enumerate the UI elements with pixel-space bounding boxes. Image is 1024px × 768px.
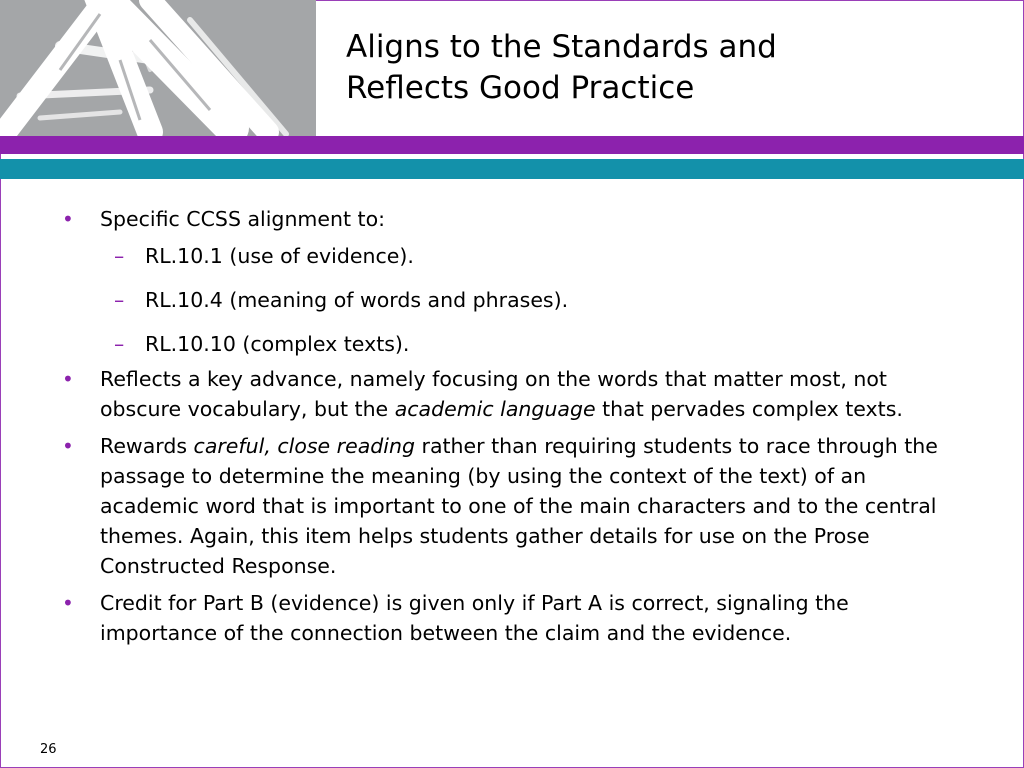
- dash-marker: –: [114, 288, 125, 312]
- bullet-marker: •: [62, 434, 74, 458]
- dash-marker: –: [114, 332, 125, 356]
- dash-marker: –: [114, 244, 125, 268]
- bullet-item: [62, 364, 952, 424]
- sub-bullet-item: [62, 241, 952, 271]
- slide-title: [346, 27, 986, 109]
- bullet-text: Specific CCSS alignment to:: [100, 207, 386, 231]
- logo: [0, 0, 316, 136]
- bullet-text: Credit for Part B (evidence) is given only if Part A is correct, signaling the importance of the connection between the claim and the evidence.: [100, 591, 849, 645]
- title-line-1: Aligns to the Standards and: [346, 29, 777, 65]
- bullet-text: [100, 434, 938, 578]
- bullet-emphasis: careful, close reading: [193, 434, 415, 458]
- sub-bullet-text: RL.10.10 (complex texts).: [145, 332, 410, 356]
- bullet-item: [62, 204, 952, 234]
- bullet-text: [100, 367, 903, 421]
- bullet-item: [62, 431, 952, 581]
- sub-bullet-item: [62, 285, 952, 315]
- slide-number: 26: [40, 742, 57, 757]
- bullet-text-part: Reflects a key advance, namely focusing on the words that matter most, not obscure vocabulary, but the: [100, 367, 887, 421]
- purple-band: [0, 136, 1024, 154]
- bullet-text-part: rather than requiring students to race through the passage to determine the meaning (by using the context of the text) of an academic word that is important to one of the main characters and to the central themes. Again, this item helps students gather details for use on the Prose Constructed Response.: [100, 434, 938, 578]
- teal-band: [0, 159, 1024, 179]
- slide-body: [62, 204, 952, 655]
- sub-bullet-text: RL.10.1 (use of evidence).: [145, 244, 414, 268]
- bullet-marker: •: [62, 367, 74, 391]
- bullet-text-part: that pervades complex texts.: [595, 397, 903, 421]
- bullet-marker: •: [62, 591, 74, 615]
- bullet-emphasis: academic language: [394, 397, 596, 421]
- bullet-marker: •: [62, 207, 74, 231]
- bullet-item: [62, 588, 952, 648]
- letter-a-logo-icon: [0, 0, 316, 136]
- title-line-2: Reflects Good Practice: [346, 70, 695, 106]
- bullet-text-part: Rewards: [100, 434, 194, 458]
- sub-bullet-text: RL.10.4 (meaning of words and phrases).: [145, 288, 569, 312]
- sub-bullet-item: [62, 329, 952, 359]
